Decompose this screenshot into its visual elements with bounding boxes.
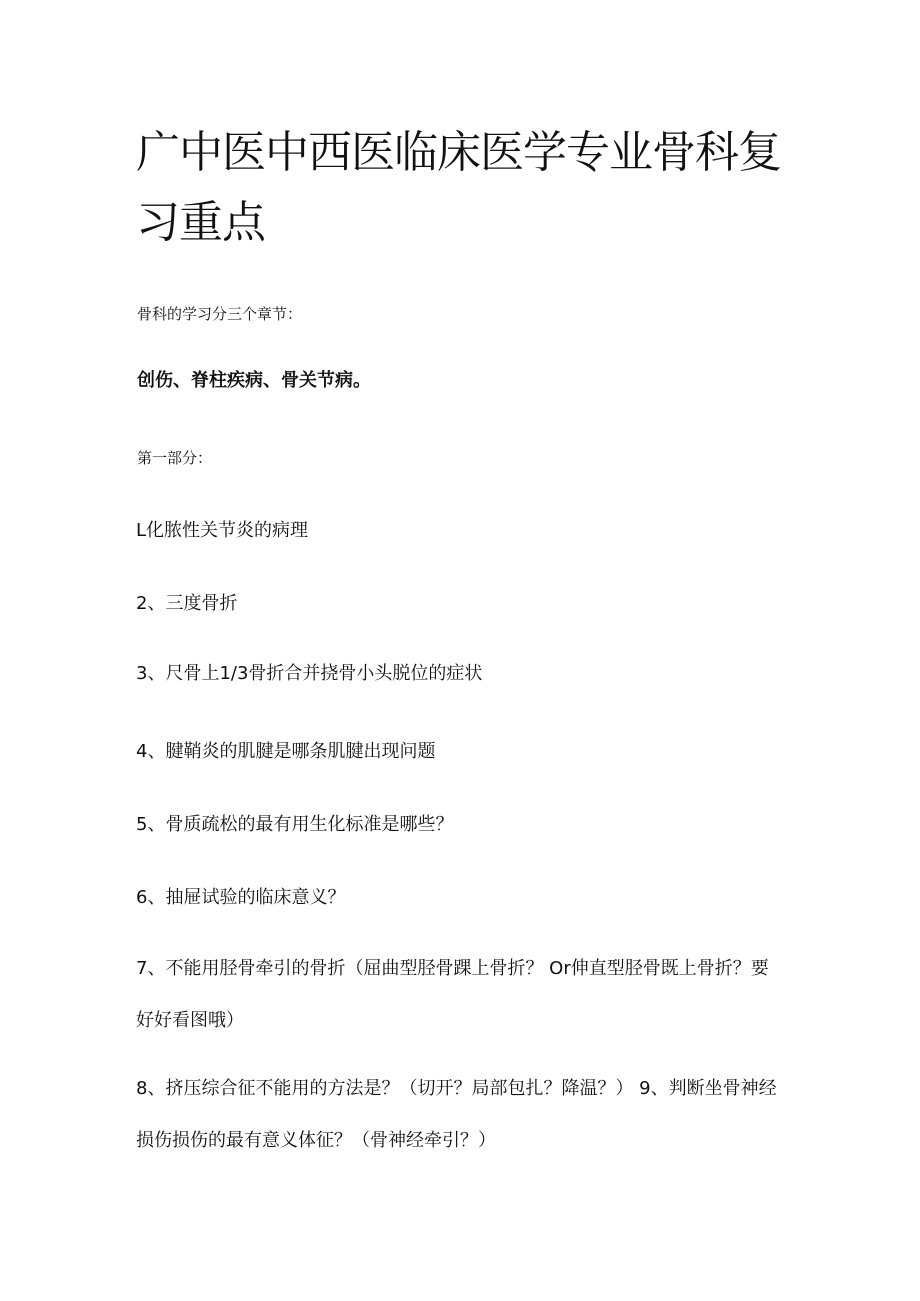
question-item-6: 6、抽屉试验的临床意义？ (136, 887, 346, 908)
question-item-4: 4、腱鞘炎的肌腱是哪条肌腱出现问题 (136, 741, 436, 762)
question-item-3: 3、尺骨上1/3骨折合并挠骨小头脱位的症状 (136, 663, 483, 684)
question-item-2: 2、三度骨折 (136, 593, 238, 614)
intro-text: 骨科的学习分三个章节： (137, 305, 303, 323)
question-item-5: 5、骨质疏松的最有用生化标准是哪些？ (136, 814, 454, 835)
document-title: 广中医中西医临床医学专业骨科复习重点 (136, 127, 781, 248)
question-item-8-9: 8、挤压综合征不能用的方法是？（切开？局部包扎？降温？） 9、判断坐骨神经损伤损伤的最有意义体征？（骨神经牵引？） (136, 1078, 777, 1151)
chapters-text: 创伤、脊柱疾病、骨关节病。 (137, 370, 371, 391)
part-heading: 第一部分： (137, 449, 213, 467)
question-item-7: 7、不能用胫骨牵引的骨折（屈曲型胫骨踝上骨折？ Or伸直型胫骨既上骨折？要好好看图哦） (136, 958, 769, 1031)
question-item-1: L化脓性关节炎的病理 (136, 520, 309, 541)
